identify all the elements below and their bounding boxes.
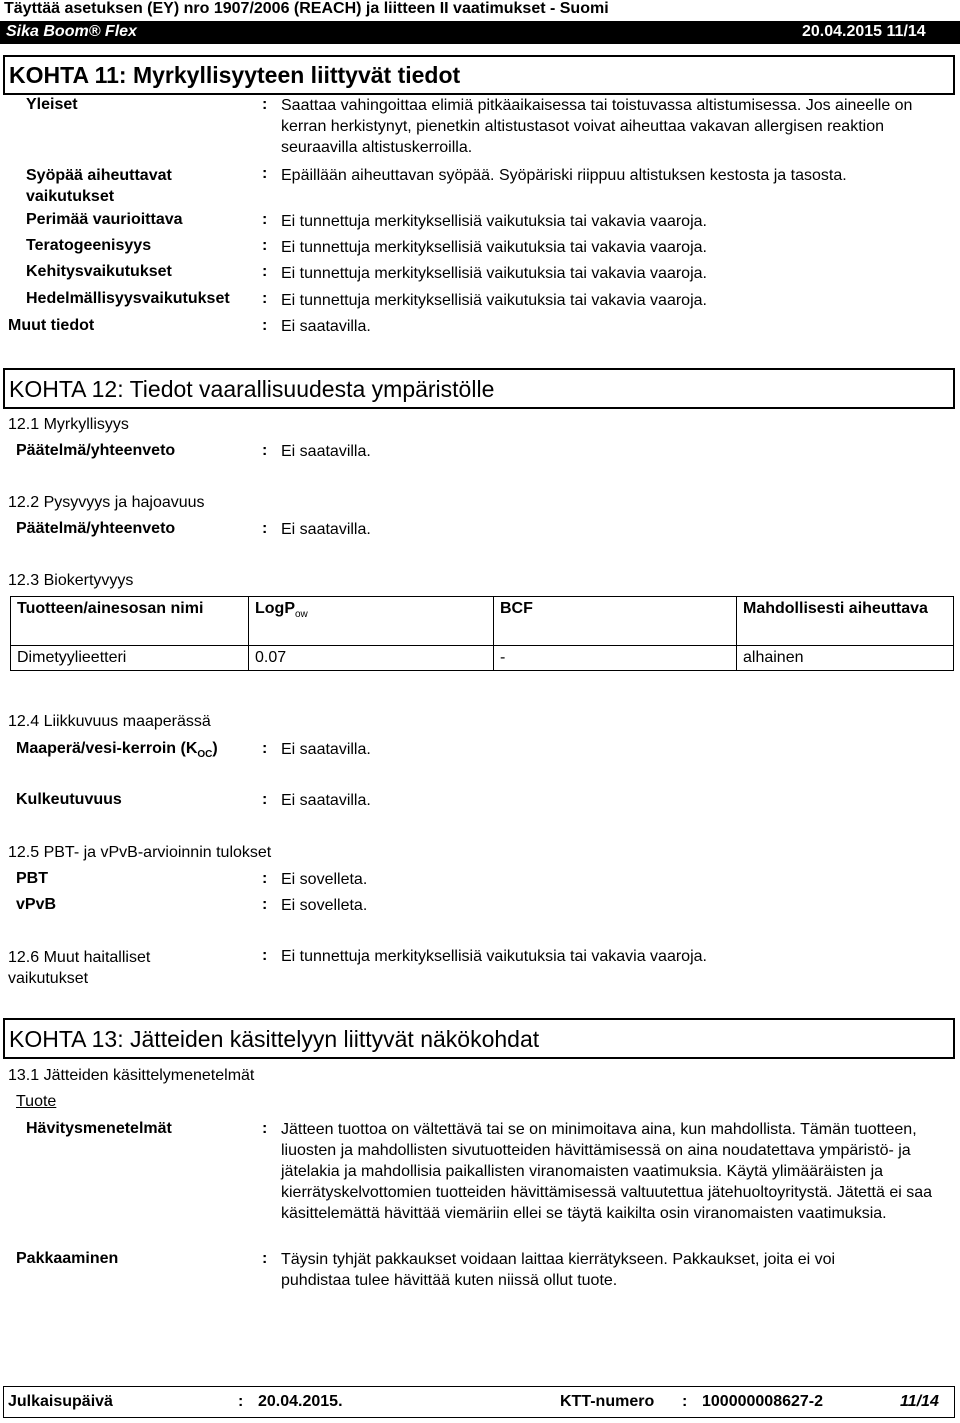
footer-ktt-label: KTT-numero (560, 1393, 655, 1410)
footer-date-value: 20.04.2015. (258, 1393, 343, 1410)
value-other-info: Ei saatavilla. (281, 318, 371, 335)
product-name: Sika Boom® Flex (6, 23, 137, 40)
heading-12-3: 12.3 Biokertyvyys (8, 572, 134, 589)
section-11-title: KOHTA 11: Myrkyllisyyteen liittyvät tiedot (9, 62, 461, 88)
label-developmental: Kehitysvaikutukset (26, 263, 172, 280)
heading-12-4: 12.4 Liikkuvuus maaperässä (8, 713, 211, 730)
value-12-2-conclusion: Ei saatavilla. (281, 521, 371, 538)
label-packaging: Pakkaaminen (16, 1250, 119, 1267)
colon: : (262, 211, 268, 228)
value-koc: Ei saatavilla. (281, 741, 371, 758)
section-12-title: KOHTA 12: Tiedot vaarallisuudesta ympäristölle (9, 376, 495, 402)
value-mobility: Ei saatavilla. (281, 792, 371, 809)
value-vpvb: Ei sovelleta. (281, 897, 368, 914)
value-disposal: Jätteen tuottoa on vältettävä tai se on minimoitava aina, kun mahdollista. Tämän tuotteen, liuosten ja mahdollisten sivutuotteiden hävittämisessä on aina noudatettava ympäristö- ja jätelakia ja mahdollisia paikallisten viranomaisten vaatimuksia. Käytä ylimääräisten ja kierrätyskelvottomien tuotteiden hävittämisessä valtuutettua jätehuoltoyritystä. Jätettä ei saa käsittelemättä hävittää viemäriin ellei se täytä kaikilta osin viranomaisten vaatimuksia. (281, 1121, 933, 1222)
colon: : (262, 791, 268, 808)
value-packaging: Täysin tyhjät pakkaukset voidaan laittaa kierrätykseen. Pakkaukset, joita ei voi puhdistaa tulee hävittää kuten niissä ollut tuote. (281, 1251, 836, 1289)
value-pbt: Ei sovelleta. (281, 871, 368, 888)
cell-name: Dimetyylieetteri (11, 646, 249, 671)
col-header-name: Tuotteen/ainesosan nimi (11, 597, 249, 646)
heading-12-5: 12.5 PBT- ja vPvB-arvioinnin tulokset (8, 844, 272, 861)
value-teratogenicity: Ei tunnettuja merkityksellisiä vaikutuksia tai vakavia vaaroja. (281, 239, 707, 256)
value-12-6: Ei tunnettuja merkityksellisiä vaikutuksia tai vakavia vaaroja. (281, 948, 707, 965)
label-fertility: Hedelmällisyysvaikutukset (26, 290, 230, 307)
colon: : (262, 237, 268, 254)
colon: : (262, 96, 268, 113)
section-13-title: KOHTA 13: Jätteiden käsittelyyn liittyvät näkökohdat (9, 1026, 540, 1052)
colon: : (238, 1393, 244, 1410)
colon: : (262, 870, 268, 887)
cell-logp: 0.07 (249, 646, 494, 671)
value-12-1-conclusion: Ei saatavilla. (281, 443, 371, 460)
label-12-1-conclusion: Päätelmä/yhteenveto (16, 442, 176, 459)
label-teratogenicity: Teratogeenisyys (26, 237, 152, 254)
table-row (11, 646, 954, 671)
footer-ktt-value: 100000008627-2 (702, 1393, 824, 1410)
footer (3, 1386, 955, 1418)
value-developmental: Ei tunnettuja merkityksellisiä vaikutuksia tai vakavia vaaroja. (281, 265, 707, 282)
colon: : (262, 520, 268, 537)
header-bar (0, 21, 960, 44)
col-header-potential: Mahdollisesti aiheuttava (737, 597, 954, 646)
col-header-bcf: BCF (494, 597, 737, 646)
colon: : (262, 165, 268, 182)
colon: : (262, 1120, 268, 1137)
value-mutagenicity: Ei tunnettuja merkityksellisiä vaikutuksia tai vakavia vaaroja. (281, 213, 707, 230)
label-koc: Maaperä/vesi-kerroin $(K_{OC})$ (16, 740, 218, 761)
heading-12-2: 12.2 Pysyvyys ja hajoavuus (8, 494, 205, 511)
colon: : (262, 896, 268, 913)
section-11-header (3, 55, 955, 95)
header-date-page: 20.04.2015 11/14 (802, 23, 926, 40)
label-mutagenicity: Perimää vaurioittava (26, 211, 183, 228)
bioaccumulation-table (10, 596, 954, 671)
colon: : (262, 317, 268, 334)
subheading-product: Tuote (16, 1093, 57, 1110)
footer-page: 11/14 (900, 1393, 939, 1410)
colon: : (262, 290, 268, 307)
section-13-header (3, 1018, 955, 1059)
label-pbt: PBT (16, 870, 48, 887)
value-fertility: Ei tunnettuja merkityksellisiä vaikutuksia tai vakavia vaaroja. (281, 292, 707, 309)
label-mobility: Kulkeutuvuus (16, 791, 122, 808)
heading-13-1: 13.1 Jätteiden käsittelymenetelmät (8, 1067, 255, 1084)
cell-bcf: - (494, 646, 737, 671)
label-12-2-conclusion: Päätelmä/yhteenveto (16, 520, 176, 537)
col-header-logp: LogP$_{ow}$ (249, 597, 494, 646)
colon: : (262, 263, 268, 280)
heading-12-1: 12.1 Myrkyllisyys (8, 416, 129, 433)
label-disposal: Hävitysmenetelmät (26, 1120, 172, 1137)
footer-date-label: Julkaisupäivä (8, 1393, 113, 1410)
label-vpvb: vPvB (16, 896, 57, 913)
label-carcinogenicity: Syöpää aiheuttavat vaikutukset (26, 167, 172, 205)
label-other-info: Muut tiedot (8, 317, 95, 334)
value-carcinogenicity: Epäillään aiheuttavan syöpää. Syöpäriski riippuu altistuksen kestosta ja tasosta. (281, 167, 847, 184)
colon: : (262, 947, 268, 964)
colon: : (682, 1393, 688, 1410)
table-header-row (11, 597, 954, 646)
colon: : (262, 740, 268, 757)
value-general: Saattaa vahingoittaa elimiä pitkäaikaisessa tai toistuvassa altistumisessa. Jos aineelle on kerran herkistynyt, pienetkin altistustasot voivat aiheuttaa vakavan allergisen reaktion seuraavilla altistuskerroilla. (281, 97, 913, 156)
regulation-title: Täyttää asetuksen (EY) nro 1907/2006 (REACH) ja liitteen II vaatimukset - Suomi (4, 0, 609, 17)
cell-potential: alhainen (737, 646, 954, 671)
colon: : (262, 442, 268, 459)
label-general: Yleiset (26, 96, 78, 113)
section-12-header (3, 368, 955, 409)
heading-12-6: 12.6 Muut haitalliset vaikutukset (8, 949, 151, 987)
colon: : (262, 1250, 268, 1267)
